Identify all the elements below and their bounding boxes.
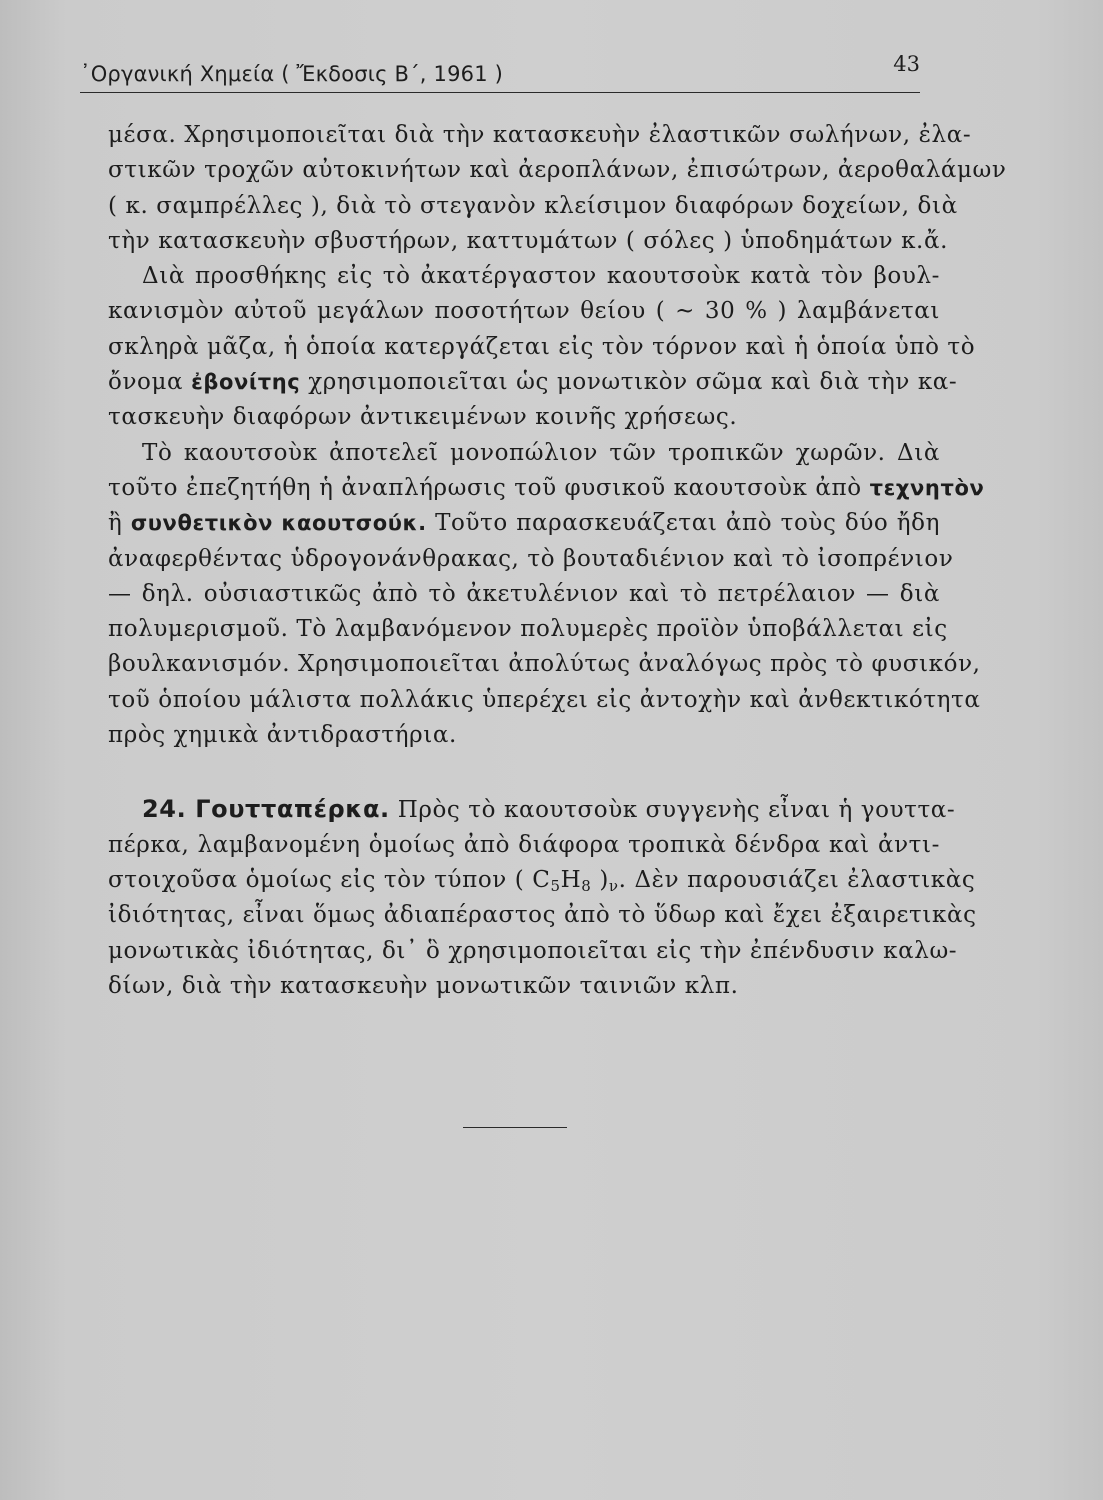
text-fragment: στοιχοῦσα ὁμοίως εἰς τὸν τύπον ( C <box>108 866 551 893</box>
text-line: στικῶν τροχῶν αὐτοκινήτων καὶ ἀεροπλάνων, ἐπισώτρων, ἀεροθαλάμων <box>108 157 1007 184</box>
text-line: δίων, διὰ τὴν κατασκευὴν μονωτικῶν ταινιῶν κλπ. <box>108 972 739 999</box>
text-line: Τὸ καουτσοὺκ ἀποτελεῖ μονοπώλιον τῶν τροπικῶν χωρῶν. Διὰ <box>142 439 940 466</box>
text-fragment: Πρὸς τὸ καουτσοὺκ συγγενὴς εἶναι ἡ γουττα- <box>397 797 956 824</box>
body-text <box>108 118 1007 1004</box>
text-line: τασκευὴν διαφόρων ἀντικειμένων κοινῆς χρήσεως. <box>108 404 738 431</box>
formula-subscript: ν <box>608 876 619 895</box>
text-line: κανισμὸν αὐτοῦ μεγάλων ποσοτήτων θείου ( ~ 30 % ) λαμβάνεται <box>108 298 940 325</box>
text-line <box>108 792 956 827</box>
text-line: ἰδιότητας, εἶναι ὅμως ἀδιαπέραστος ἀπὸ τὸ ὕδωρ καὶ ἔχει ἐξαιρετικὰς <box>108 902 977 929</box>
text-line: τοῦ ὁποίου μάλιστα πολλάκις ὑπερέχει εἰς ἀντοχὴν καὶ ἀνθεκτικότητα <box>108 686 981 713</box>
text-line: σκληρὰ μᾶζα, ἡ ὁποία κατεργάζεται εἰς τὸν τόρνον καὶ ἡ ὁποία ὑπὸ τὸ <box>108 333 976 360</box>
section-gutta-percha <box>108 792 977 1004</box>
text-fragment: ἢ <box>108 510 123 537</box>
text-fragment: ) <box>591 866 609 893</box>
term-ebonite: ἐβονίτης <box>191 370 301 395</box>
text-line: Διὰ προσθήκης εἰς τὸ ἀκατέργαστον καουτσοὺκ κατὰ τὸν βουλ- <box>142 263 940 290</box>
text-fragment: . Δὲν παρουσιάζει ἐλαστικὰς <box>618 866 976 893</box>
text-fragment: τοῦτο ἐπεζητήθη ἡ ἀναπλήρωσις τοῦ φυσικοῦ καουτσοὺκ ἀπὸ <box>108 474 862 501</box>
header-title: ᾿Οργανική Χημεία ( Ἔκδοσις Β΄, 1961 ) <box>80 62 504 86</box>
paragraph-synthetic-rubber <box>108 436 985 754</box>
text-fragment: Τοῦτο παρασκευάζεται ἀπὸ τοὺς δύο ἤδη <box>435 510 940 537</box>
text-fragment: ὄνομα <box>108 369 184 396</box>
page-number: 43 <box>893 52 920 76</box>
text-fragment: χρησιμοποιεῖται ὡς μονωτικὸν σῶμα καὶ διὰ τὴν κα- <box>308 369 958 396</box>
section-gap <box>108 753 940 792</box>
text-line: βουλκανισμόν. Χρησιμοποιεῖται ἀπολύτως ἀναλόγως πρὸς τὸ φυσικόν, <box>108 651 981 678</box>
text-line <box>108 863 976 898</box>
text-line <box>108 506 940 541</box>
text-line: πέρκα, λαμβανομένη ὁμοίως ἀπὸ διάφορα τροπικὰ δένδρα καὶ ἀντι- <box>108 831 940 858</box>
term-synthetic-rubber: συνθετικὸν καουτσούκ. <box>130 511 427 536</box>
formula-subscript: 5 <box>550 876 561 895</box>
text-line <box>108 471 985 506</box>
text-line: ( κ. σαμπρέλλες ), διὰ τὸ στεγανὸν κλείσιμον διαφόρων δοχείων, διὰ <box>108 192 958 219</box>
chapter-end-rule <box>463 1127 567 1128</box>
running-header <box>80 52 920 93</box>
text-line: πολυμερισμοῦ. Τὸ λαμβανόμενον πολυμερὲς προϊὸν ὑποβάλλεται εἰς <box>108 616 948 643</box>
text-fragment: H <box>560 866 582 893</box>
text-line: μονωτικὰς ἰδιότητας, δι᾿ ὃ χρησιμοποιεῖται εἰς τὴν ἐπένδυσιν καλω- <box>108 937 958 964</box>
text-line: — δηλ. οὐσιαστικῶς ἀπὸ τὸ ἀκετυλένιον καὶ τὸ πετρέλαιον — διὰ <box>108 580 940 607</box>
text-line: πρὸς χημικὰ ἀντιδραστήρια. <box>108 722 457 749</box>
paragraph-ebonite <box>108 259 976 435</box>
text-line: τὴν κατασκευὴν σβυστήρων, καττυμάτων ( σόλες ) ὑποδημάτων κ.ἄ. <box>108 227 949 254</box>
text-line: ἀναφερθέντας ὑδρογονάνθρακας, τὸ βουταδιένιον καὶ τὸ ἰσοπρένιον <box>108 545 954 572</box>
text-line: μέσα. Χρησιμοποιεῖται διὰ τὴν κατασκευὴν ἐλαστικῶν σωλήνων, ἐλα- <box>108 122 972 148</box>
paragraph-uses <box>108 118 1007 259</box>
formula-subscript: 8 <box>581 876 592 895</box>
text-line <box>108 365 958 400</box>
section-heading: 24. Γουτταπέρκα. <box>142 795 390 824</box>
term-artificial: τεχνητὸν <box>869 475 985 500</box>
